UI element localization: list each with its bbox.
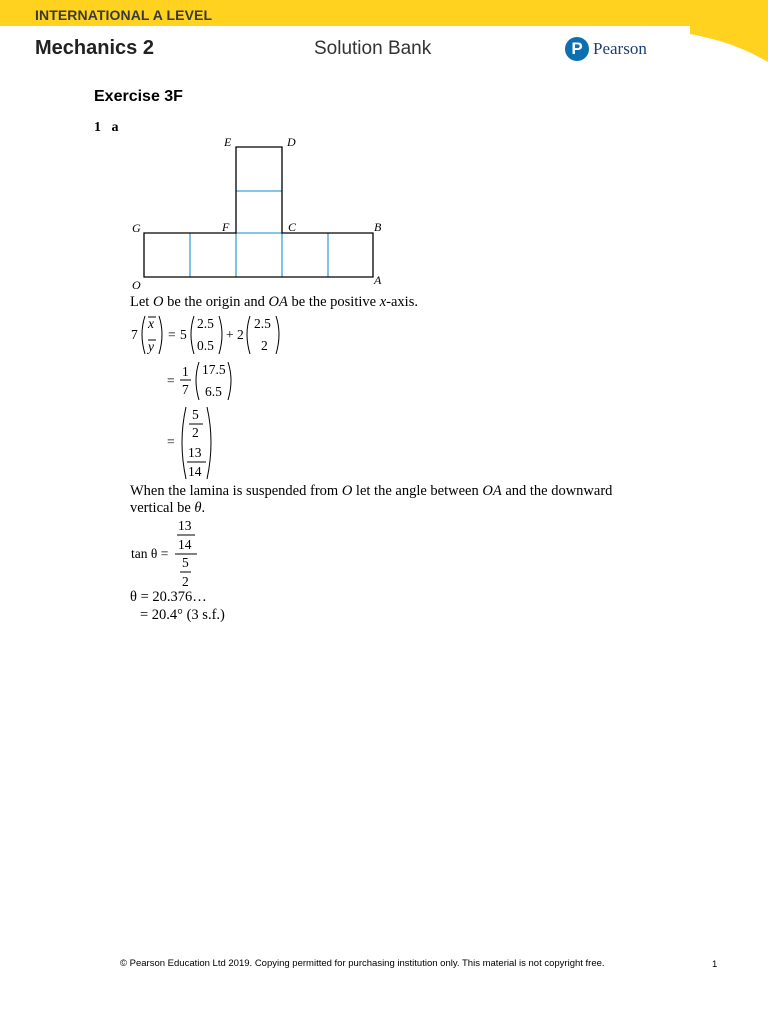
eq-plus: + (226, 327, 234, 342)
eq-tan-num-den: 14 (178, 537, 192, 552)
pearson-p-icon: P (565, 37, 589, 61)
exercise-title: Exercise 3F (94, 88, 183, 105)
label-c: C (288, 220, 297, 234)
label-o: O (132, 278, 141, 292)
text-fragment: θ (194, 500, 202, 516)
eq-tan-den-num: 5 (182, 555, 189, 570)
text-fragment: O (152, 294, 164, 310)
text-fragment: When the lamina is suspended from (130, 483, 342, 499)
eq-v1-top: 2.5 (197, 316, 214, 331)
question-part: a (111, 120, 119, 135)
equation-step2 (165, 358, 235, 404)
eq-v2-bottom: 2 (261, 338, 268, 353)
origin-statement (130, 294, 418, 311)
series-title: INTERNATIONAL A LEVEL (35, 7, 213, 23)
text-fragment: -axis. (386, 294, 418, 310)
eq-frac2-num: 13 (188, 445, 202, 460)
text-fragment: Let (130, 294, 153, 310)
text-fragment: let the angle between (352, 483, 483, 499)
eq-frac2-den: 14 (188, 464, 202, 479)
eq-fraction-num: 1 (182, 364, 189, 379)
eq-frac1-num: 5 (192, 407, 199, 422)
result-line-1: θ = 20.376… (130, 589, 207, 605)
lamina-outline (144, 147, 373, 277)
solution-bank-title: Solution Bank (314, 38, 432, 59)
eq-tan-den-den: 2 (182, 574, 189, 589)
label-a: A (374, 273, 382, 287)
equation-moments (128, 312, 298, 358)
question-number (94, 120, 119, 136)
eq-ybar: y (148, 339, 154, 354)
header-banner (0, 0, 768, 70)
suspension-statement (130, 483, 612, 500)
label-e: E (224, 135, 232, 149)
eq-equals: = (168, 327, 176, 342)
eq-fraction-den: 7 (182, 382, 189, 397)
text-fragment: be the positive (287, 294, 380, 310)
lamina-diagram (125, 134, 395, 294)
equation-step3 (165, 404, 225, 482)
eq-coefficient: 7 (131, 327, 138, 342)
label-d: D (287, 135, 296, 149)
vertical-statement (130, 500, 205, 517)
eq-v2-top: 2.5 (254, 316, 271, 331)
label-f: F (222, 220, 230, 234)
text-fragment: be the origin and (163, 294, 269, 310)
eq-mass1: 5 (180, 327, 187, 342)
page-number: 1 (712, 959, 718, 970)
result-line-2: = 20.4° (3 s.f.) (140, 607, 225, 623)
eq-v1-bottom: 0.5 (197, 338, 214, 353)
label-g: G (132, 221, 141, 235)
label-b: B (374, 220, 382, 234)
eq-equals: = (167, 434, 175, 449)
subject-title: Mechanics 2 (35, 37, 154, 59)
eq-vec-bottom: 6.5 (205, 384, 222, 399)
eq-vec-top: 17.5 (202, 362, 226, 377)
text-fragment: vertical be (130, 500, 195, 516)
question-number-value: 1 (94, 120, 101, 135)
eq-equals: = (167, 373, 175, 388)
eq-tan-num-num: 13 (178, 518, 192, 533)
text-fragment: and the downward (501, 483, 613, 499)
eq-mass2: 2 (237, 327, 244, 342)
text-fragment: OA (268, 294, 288, 310)
eq-frac1-den: 2 (192, 425, 199, 440)
text-fragment: O (341, 483, 353, 499)
pearson-logo (565, 37, 647, 61)
text-fragment: x (379, 294, 387, 310)
pearson-wordmark: Pearson (593, 39, 647, 58)
equation-tan (128, 516, 208, 592)
text-fragment: . (201, 500, 206, 516)
eq-tan-lhs: tan θ = (131, 546, 169, 561)
text-fragment: OA (482, 483, 502, 499)
eq-xbar: x (148, 316, 154, 331)
copyright-notice: © Pearson Education Ltd 2019. Copying permitted for purchasing institution only. This material is not copyright free. (120, 958, 605, 969)
